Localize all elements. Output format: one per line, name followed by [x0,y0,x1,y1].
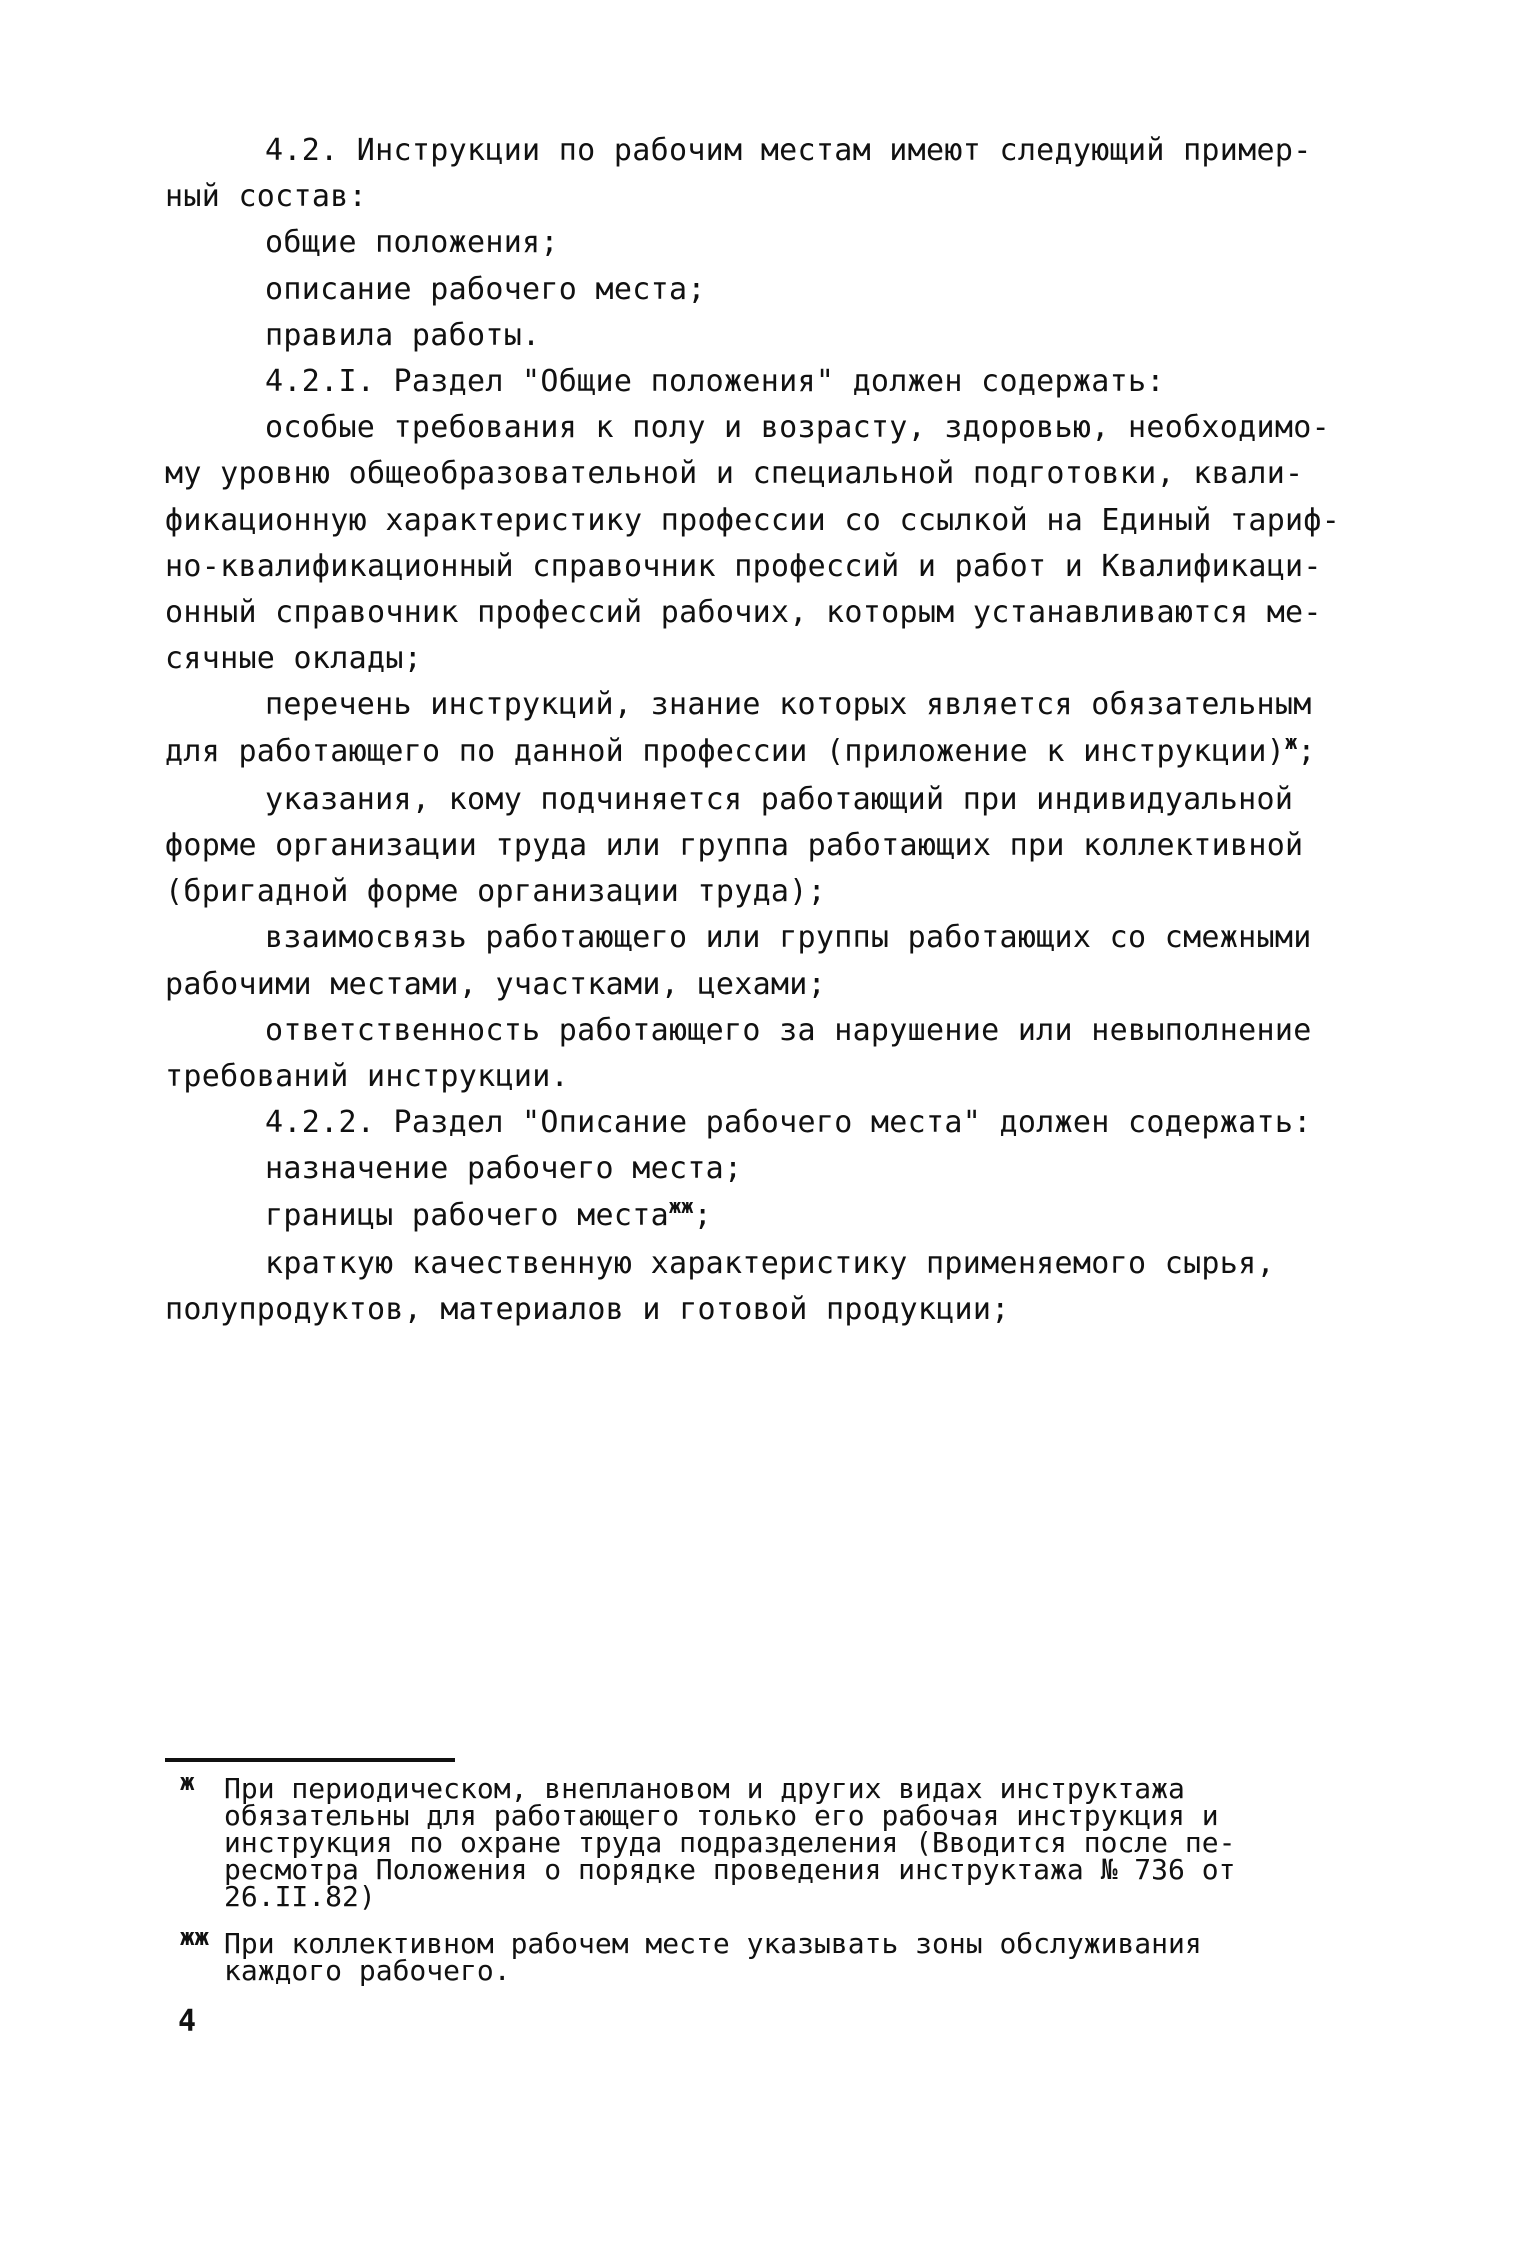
text-line: форме организации труда или группа работающих при коллективной [165,828,1304,864]
footnote-marker: жж [180,1923,209,1951]
text-line: ответственность работающего за нарушение или невыполнение [265,1012,1312,1048]
main-text [165,128,1380,1333]
text-line: полупродуктов, материалов и готовой продукции; [165,1292,1010,1328]
text-line: ный состав: [165,179,367,215]
text-line [165,729,1380,777]
text-line: взаимосвязь работающего или группы работающих со смежными [265,920,1312,956]
text-line: рабочими местами, участками, цехами; [165,966,827,1002]
text-line: (бригадной форме организации труда); [165,874,827,910]
footnote-line: ресмотра Положения о порядке проведения инструктажа № 736 от [224,1853,1236,1886]
text-line: но-квалификационный справочник профессий и работ и Квалификаци- [165,548,1322,584]
footnotes [180,1768,1380,2004]
text-line-suffix: ; [1297,733,1316,769]
section-heading: 4.2.I. Раздел "Общие положения" должен содержать: [265,364,1165,400]
text-line: общие положения; [265,225,559,261]
section-heading: 4.2.2. Раздел "Описание рабочего места" должен содержать: [265,1105,1312,1141]
footnote-line: 26.II.82) [224,1880,376,1913]
footnote-line: каждого рабочего. [224,1954,511,1987]
text-line: особые требования к полу и возрасту, здоровью, необходимо- [265,410,1330,446]
footnote-divider [165,1758,455,1762]
text-line: перечень инструкций, знание которых является обязательным [265,687,1312,723]
text-line-content: для работающего по данной профессии (приложение к инструкции) [165,733,1286,769]
footnote-ref-1: ж [1285,729,1298,754]
text-line [165,1193,1380,1241]
text-line-content: границы рабочего места [265,1197,669,1233]
footnote-line: При периодическом, внеплановом и других видах инструктажа [224,1772,1185,1805]
text-line: правила работы. [265,317,541,353]
footnote-line: При коллективном рабочем месте указывать зоны обслуживания [224,1927,1202,1960]
text-line: онный справочник профессий рабочих, которым устанавливаются ме- [165,595,1322,631]
footnote-1 [180,1768,1380,1913]
text-line-suffix: ; [693,1197,713,1233]
text-line: сячные оклады; [165,641,423,677]
text-line: фикационную характеристику профессии со ссылкой на Единый тариф- [165,502,1341,538]
text-line: указания, кому подчиняется работающий при индивидуальной [265,781,1294,817]
page-number: 4 [178,2004,197,2039]
footnote-2 [180,1923,1380,1987]
footnote-line: инструкция по охране труда подразделения (Вводится после пе- [224,1826,1236,1859]
footnote-marker: ж [180,1768,195,1796]
text-line: описание рабочего места; [265,271,706,307]
text-line: му уровню общеобразовательной и специальной подготовки, квали- [165,456,1304,492]
footnote-ref-2: жж [668,1193,694,1218]
footnote-line: обязательны для работающего только его рабочая инструкция и [224,1799,1219,1832]
text-line: назначение рабочего места; [265,1151,743,1187]
text-line: 4.2. Инструкции по рабочим местам имеют следующий пример- [265,133,1312,168]
text-line: краткую качественную характеристику применяемого сырья, [265,1245,1275,1281]
text-line: требований инструкции. [165,1059,569,1095]
